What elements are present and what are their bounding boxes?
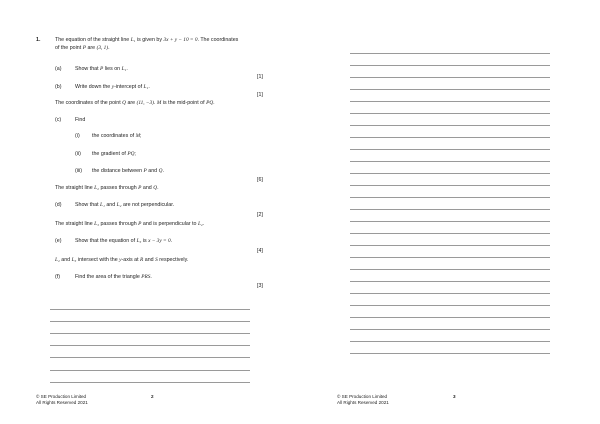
answer-line[interactable] bbox=[350, 185, 550, 186]
math-symbol: y bbox=[119, 257, 122, 263]
stem-text: intersect with the bbox=[77, 257, 118, 263]
part-text: . bbox=[126, 66, 128, 72]
part-text: -intercept of bbox=[114, 84, 143, 90]
intro-text: . bbox=[108, 45, 110, 51]
answer-line[interactable] bbox=[50, 370, 250, 371]
point-coordinates: (11, −3) bbox=[136, 100, 154, 106]
copyright-line: © SE Production Limited bbox=[337, 394, 388, 399]
math-symbol: L₂ bbox=[116, 202, 122, 208]
answer-line[interactable] bbox=[350, 173, 550, 174]
answer-line[interactable] bbox=[350, 233, 550, 234]
line-l2-statement bbox=[55, 185, 159, 192]
answer-line[interactable] bbox=[350, 305, 550, 306]
math-symbol: P bbox=[143, 168, 147, 174]
part-d-label: (d) bbox=[55, 202, 62, 208]
intro-text: . The coordinates bbox=[197, 37, 239, 43]
part-c-text: Find bbox=[75, 117, 86, 123]
part-c-iii-label: (iii) bbox=[75, 168, 83, 174]
rights-line: All Rights Reserved 2021 bbox=[337, 400, 389, 405]
part-f-text bbox=[75, 274, 152, 281]
part-text: the gradient of bbox=[92, 151, 126, 157]
answer-line[interactable] bbox=[350, 257, 550, 258]
part-c-ii-label: (ii) bbox=[75, 151, 81, 157]
part-e-text bbox=[75, 238, 172, 245]
part-text: Show that the equation of bbox=[75, 238, 136, 244]
rights-line: All Rights Reserved 2021 bbox=[36, 400, 88, 405]
math-symbol: L₂ bbox=[197, 221, 203, 227]
answer-line[interactable] bbox=[350, 65, 550, 66]
math-symbol: L₁ bbox=[100, 202, 105, 208]
copyright-line: © SE Production Limited bbox=[36, 394, 87, 399]
line-symbol: L₁ bbox=[130, 37, 136, 43]
answer-line[interactable] bbox=[350, 137, 550, 138]
math-symbol: P bbox=[100, 66, 104, 72]
answer-line[interactable] bbox=[50, 382, 250, 383]
stem-text: is the mid-point of bbox=[162, 100, 205, 106]
part-b-label: (b) bbox=[55, 84, 62, 90]
stem-text: are bbox=[127, 100, 136, 106]
answer-line[interactable] bbox=[350, 293, 550, 294]
stem-text: passes through bbox=[100, 185, 137, 191]
point-symbol: P bbox=[82, 45, 86, 51]
stem-text: . bbox=[157, 185, 159, 191]
stem-text: The straight line bbox=[55, 185, 93, 191]
stem-text: . bbox=[153, 100, 156, 106]
part-text: ; bbox=[140, 133, 142, 139]
answer-line[interactable] bbox=[350, 161, 550, 162]
copyright-footer bbox=[337, 394, 389, 406]
answer-line[interactable] bbox=[50, 321, 250, 322]
stem-text: passes through bbox=[100, 221, 137, 227]
answer-line[interactable] bbox=[350, 317, 550, 318]
part-b-marks: [1] bbox=[257, 92, 263, 98]
math-symbol: M bbox=[156, 100, 162, 106]
intro-text: are bbox=[87, 45, 96, 51]
answer-line[interactable] bbox=[350, 281, 550, 282]
part-text: . bbox=[150, 274, 152, 280]
math-symbol: Q bbox=[153, 185, 158, 191]
part-text: . bbox=[148, 84, 150, 90]
part-text: lies on bbox=[104, 66, 121, 72]
part-b-text bbox=[75, 84, 150, 91]
part-text: are not perpendicular. bbox=[122, 202, 175, 208]
part-c-i-label: (i) bbox=[75, 133, 80, 139]
part-text: . bbox=[170, 238, 173, 244]
answer-line[interactable] bbox=[50, 309, 250, 310]
page-number: 2 bbox=[151, 394, 154, 399]
part-c-marks: [6] bbox=[257, 177, 263, 183]
part-text: and bbox=[106, 202, 116, 208]
math-symbol: L₃ bbox=[136, 238, 142, 244]
answer-line[interactable] bbox=[350, 149, 550, 150]
part-text: Show that bbox=[75, 66, 99, 72]
intersection-statement bbox=[55, 257, 188, 264]
question-intro-line-1 bbox=[55, 37, 238, 44]
stem-text: The straight line bbox=[55, 221, 93, 227]
answer-line[interactable] bbox=[50, 333, 250, 334]
part-d-marks: [2] bbox=[257, 212, 263, 218]
line-equation: 3x + y − 10 = 0 bbox=[163, 37, 198, 43]
part-c-label: (c) bbox=[55, 117, 62, 123]
question-intro-line-2 bbox=[55, 45, 110, 52]
stem-text: . bbox=[202, 221, 205, 227]
stem-text: -axis at bbox=[121, 257, 139, 263]
answer-line[interactable] bbox=[350, 341, 550, 342]
stem-text: The coordinates of the point bbox=[55, 100, 121, 106]
math-symbol: L₂ bbox=[55, 257, 60, 263]
answer-line[interactable] bbox=[350, 353, 550, 354]
part-text: is bbox=[142, 238, 147, 244]
intro-text: of the point bbox=[55, 45, 82, 51]
math-symbol: Q bbox=[122, 100, 126, 106]
answer-line[interactable] bbox=[50, 345, 250, 346]
point-q-statement bbox=[55, 100, 215, 107]
answer-line[interactable] bbox=[350, 209, 550, 210]
math-symbol: PRS bbox=[141, 274, 151, 280]
math-symbol: L₁ bbox=[121, 66, 127, 72]
stem-text: respectively. bbox=[159, 257, 189, 263]
question-number: 1. bbox=[36, 37, 41, 43]
answer-line[interactable] bbox=[350, 101, 550, 102]
answer-line[interactable] bbox=[350, 221, 550, 222]
math-symbol: PQ bbox=[206, 100, 214, 106]
part-a-label: (a) bbox=[55, 66, 62, 72]
part-f-label: (f) bbox=[55, 274, 60, 280]
part-e-label: (e) bbox=[55, 238, 62, 244]
math-symbol: P bbox=[138, 221, 142, 227]
answer-line[interactable] bbox=[350, 113, 550, 114]
answer-line[interactable] bbox=[350, 89, 550, 90]
exam-page-right bbox=[300, 0, 600, 424]
part-text: the coordinates of bbox=[92, 133, 135, 139]
stem-text: and is perpendicular to bbox=[142, 221, 197, 227]
stem-text: and bbox=[142, 185, 152, 191]
math-symbol: M bbox=[135, 133, 141, 139]
intro-text: is given by bbox=[136, 37, 163, 43]
stem-text: . bbox=[213, 100, 215, 106]
part-c-i-text bbox=[92, 133, 142, 140]
math-symbol: L₁ bbox=[143, 84, 149, 90]
answer-line[interactable] bbox=[350, 53, 550, 54]
part-a-text bbox=[75, 66, 128, 73]
part-a-marks: [1] bbox=[257, 74, 263, 80]
page-number: 3 bbox=[453, 394, 456, 399]
answer-line[interactable] bbox=[350, 197, 550, 198]
math-symbol: S bbox=[155, 257, 158, 263]
part-text: Find the area of the triangle bbox=[75, 274, 140, 280]
part-c-ii-text bbox=[92, 151, 136, 158]
part-f-marks: [3] bbox=[257, 283, 263, 289]
answer-line[interactable] bbox=[350, 125, 550, 126]
line-equation: x − 3y = 0 bbox=[148, 238, 171, 244]
math-symbol: PQ bbox=[127, 151, 135, 157]
answer-line[interactable] bbox=[350, 329, 550, 330]
math-symbol: Q bbox=[158, 168, 163, 174]
copyright-footer bbox=[36, 394, 88, 406]
math-symbol: L₂ bbox=[94, 185, 99, 191]
math-symbol: y bbox=[111, 84, 115, 90]
part-text: and bbox=[148, 168, 158, 174]
answer-line[interactable] bbox=[350, 77, 550, 78]
part-text: the distance between bbox=[92, 168, 143, 174]
line-l3-statement bbox=[55, 221, 204, 228]
part-text: Show that bbox=[75, 202, 99, 208]
math-symbol: L₃ bbox=[94, 221, 99, 227]
answer-line[interactable] bbox=[50, 357, 250, 358]
math-symbol: P bbox=[138, 185, 142, 191]
stem-text: and bbox=[61, 257, 71, 263]
intro-text: The equation of the straight line bbox=[55, 37, 130, 43]
answer-line[interactable] bbox=[350, 245, 550, 246]
answer-line[interactable] bbox=[350, 269, 550, 270]
math-symbol: R bbox=[140, 257, 144, 263]
part-text: . bbox=[162, 168, 164, 174]
part-c-iii-text bbox=[92, 168, 164, 175]
part-e-marks: [4] bbox=[257, 248, 263, 254]
math-symbol: L₃ bbox=[71, 257, 77, 263]
part-text: Write down the bbox=[75, 84, 111, 90]
point-coordinates: (3, 1) bbox=[96, 45, 109, 51]
stem-text: and bbox=[144, 257, 154, 263]
part-text: ; bbox=[134, 151, 136, 157]
part-d-text bbox=[75, 202, 174, 209]
